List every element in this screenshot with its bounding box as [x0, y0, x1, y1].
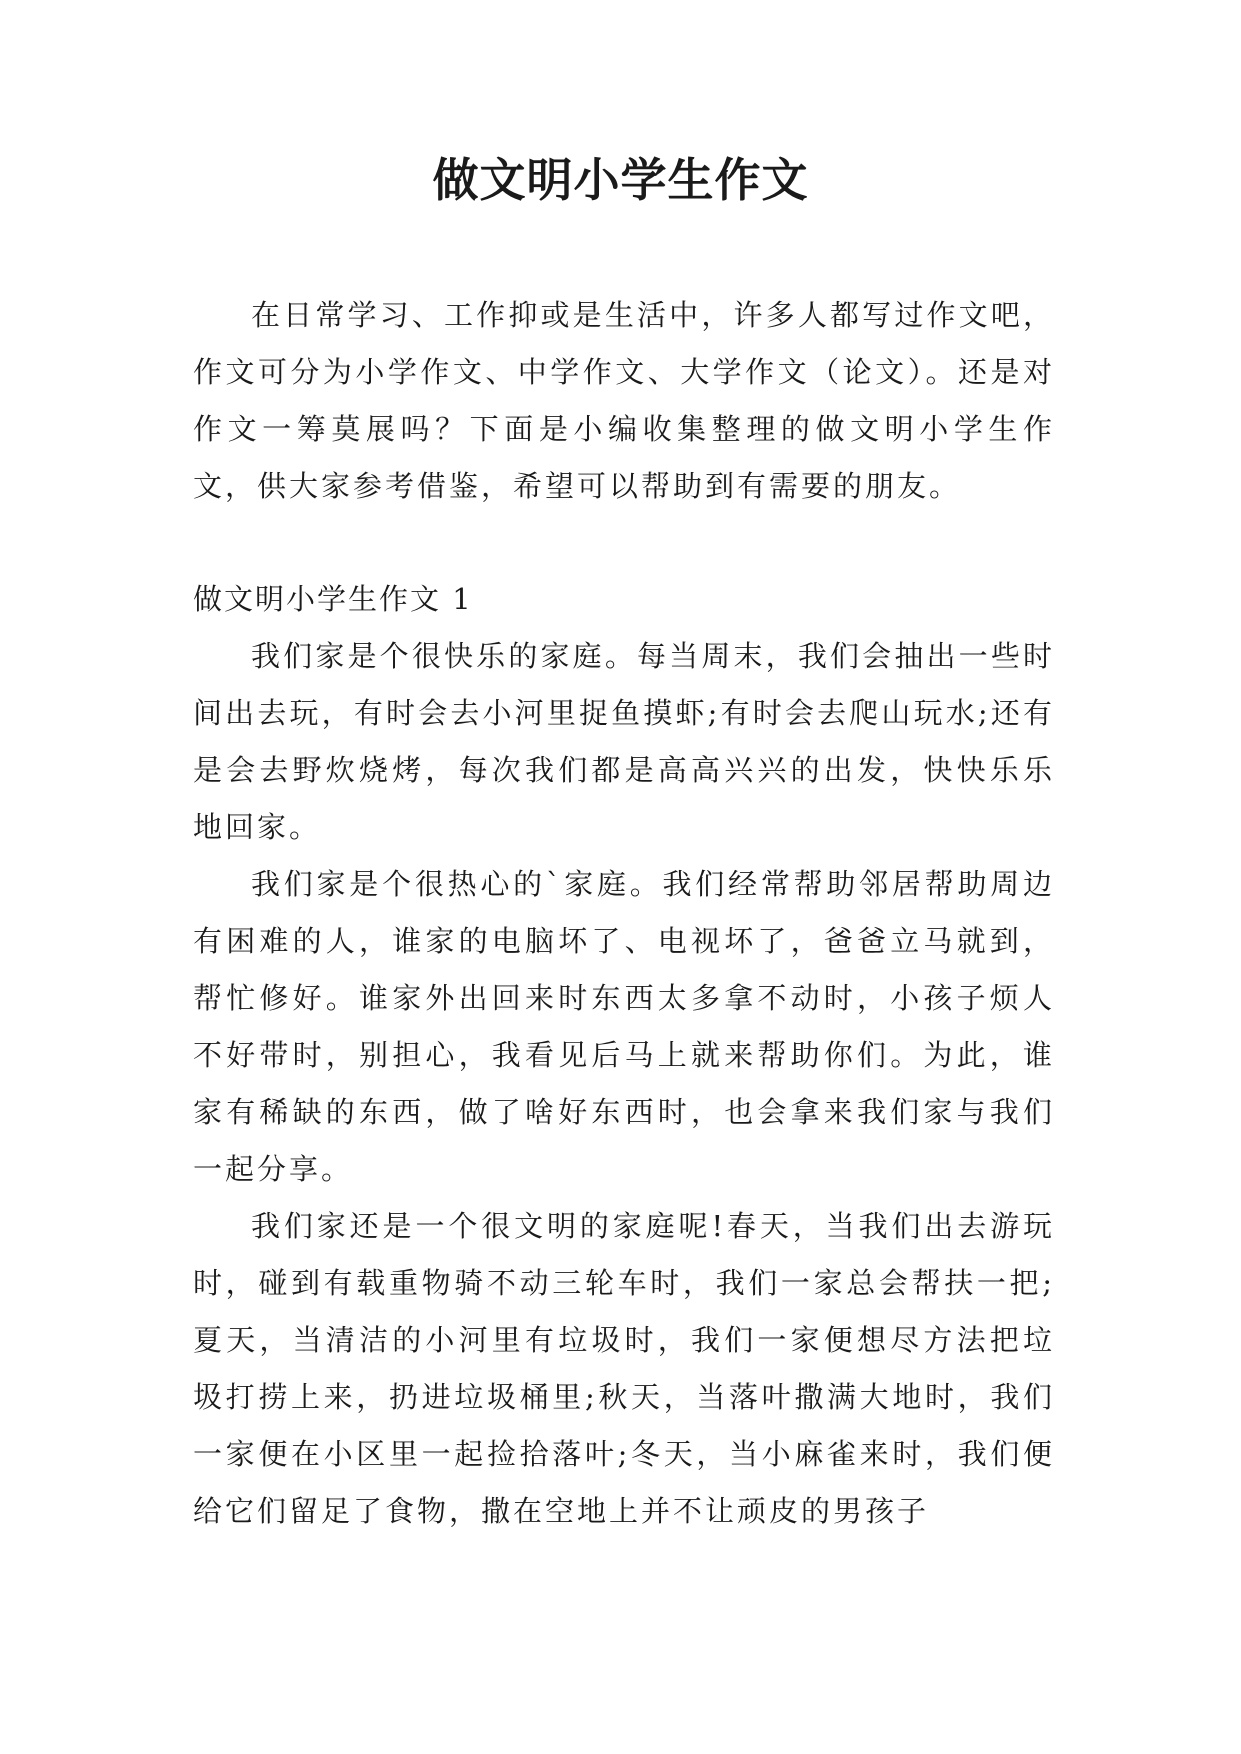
body-paragraph-1: 我们家是个很快乐的家庭。每当周末，我们会抽出一些时间出去玩，有时会去小河里捉鱼摸虾;有时会去爬山玩水;还有是会去野炊烧烤，每次我们都是高高兴兴的出发，快快乐乐地回家。	[193, 639, 1055, 844]
intro-paragraph: 在日常学习、工作抑或是生活中，许多人都写过作文吧，作文可分为小学作文、中学作文、大学作文（论文）。还是对作文一筹莫展吗？下面是小编收集整理的做文明小学生作文，供大家参考借鉴，希望可以帮助到有需要的朋友。	[193, 298, 1055, 503]
body-paragraph-3: 我们家还是一个很文明的家庭呢!春天，当我们出去游玩时，碰到有载重物骑不动三轮车时，我们一家总会帮扶一把;夏天，当清洁的小河里有垃圾时，我们一家便想尽方法把垃圾打捞上来，扔进垃圾桶里;秋天，当落叶撒满大地时，我们一家便在小区里一起捡拾落叶;冬天，当小麻雀来时，我们便给它们留足了食物，撒在空地上并不让顽皮的男孩子	[193, 1209, 1055, 1528]
body-paragraph-2: 我们家是个很热心的`家庭。我们经常帮助邻居帮助周边有困难的人，谁家的电脑坏了、电视坏了，爸爸立马就到，帮忙修好。谁家外出回来时东西太多拿不动时，小孩子烦人不好带时，别担心，我看见后马上就来帮助你们。为此，谁家有稀缺的东西，做了啥好东西时，也会拿来我们家与我们一起分享。	[193, 867, 1055, 1186]
document-body	[193, 287, 1055, 1540]
document-title: 做文明小学生作文	[432, 153, 809, 207]
section-heading: 做文明小学生作文 1	[193, 582, 473, 616]
section-spacer	[193, 515, 1055, 571]
